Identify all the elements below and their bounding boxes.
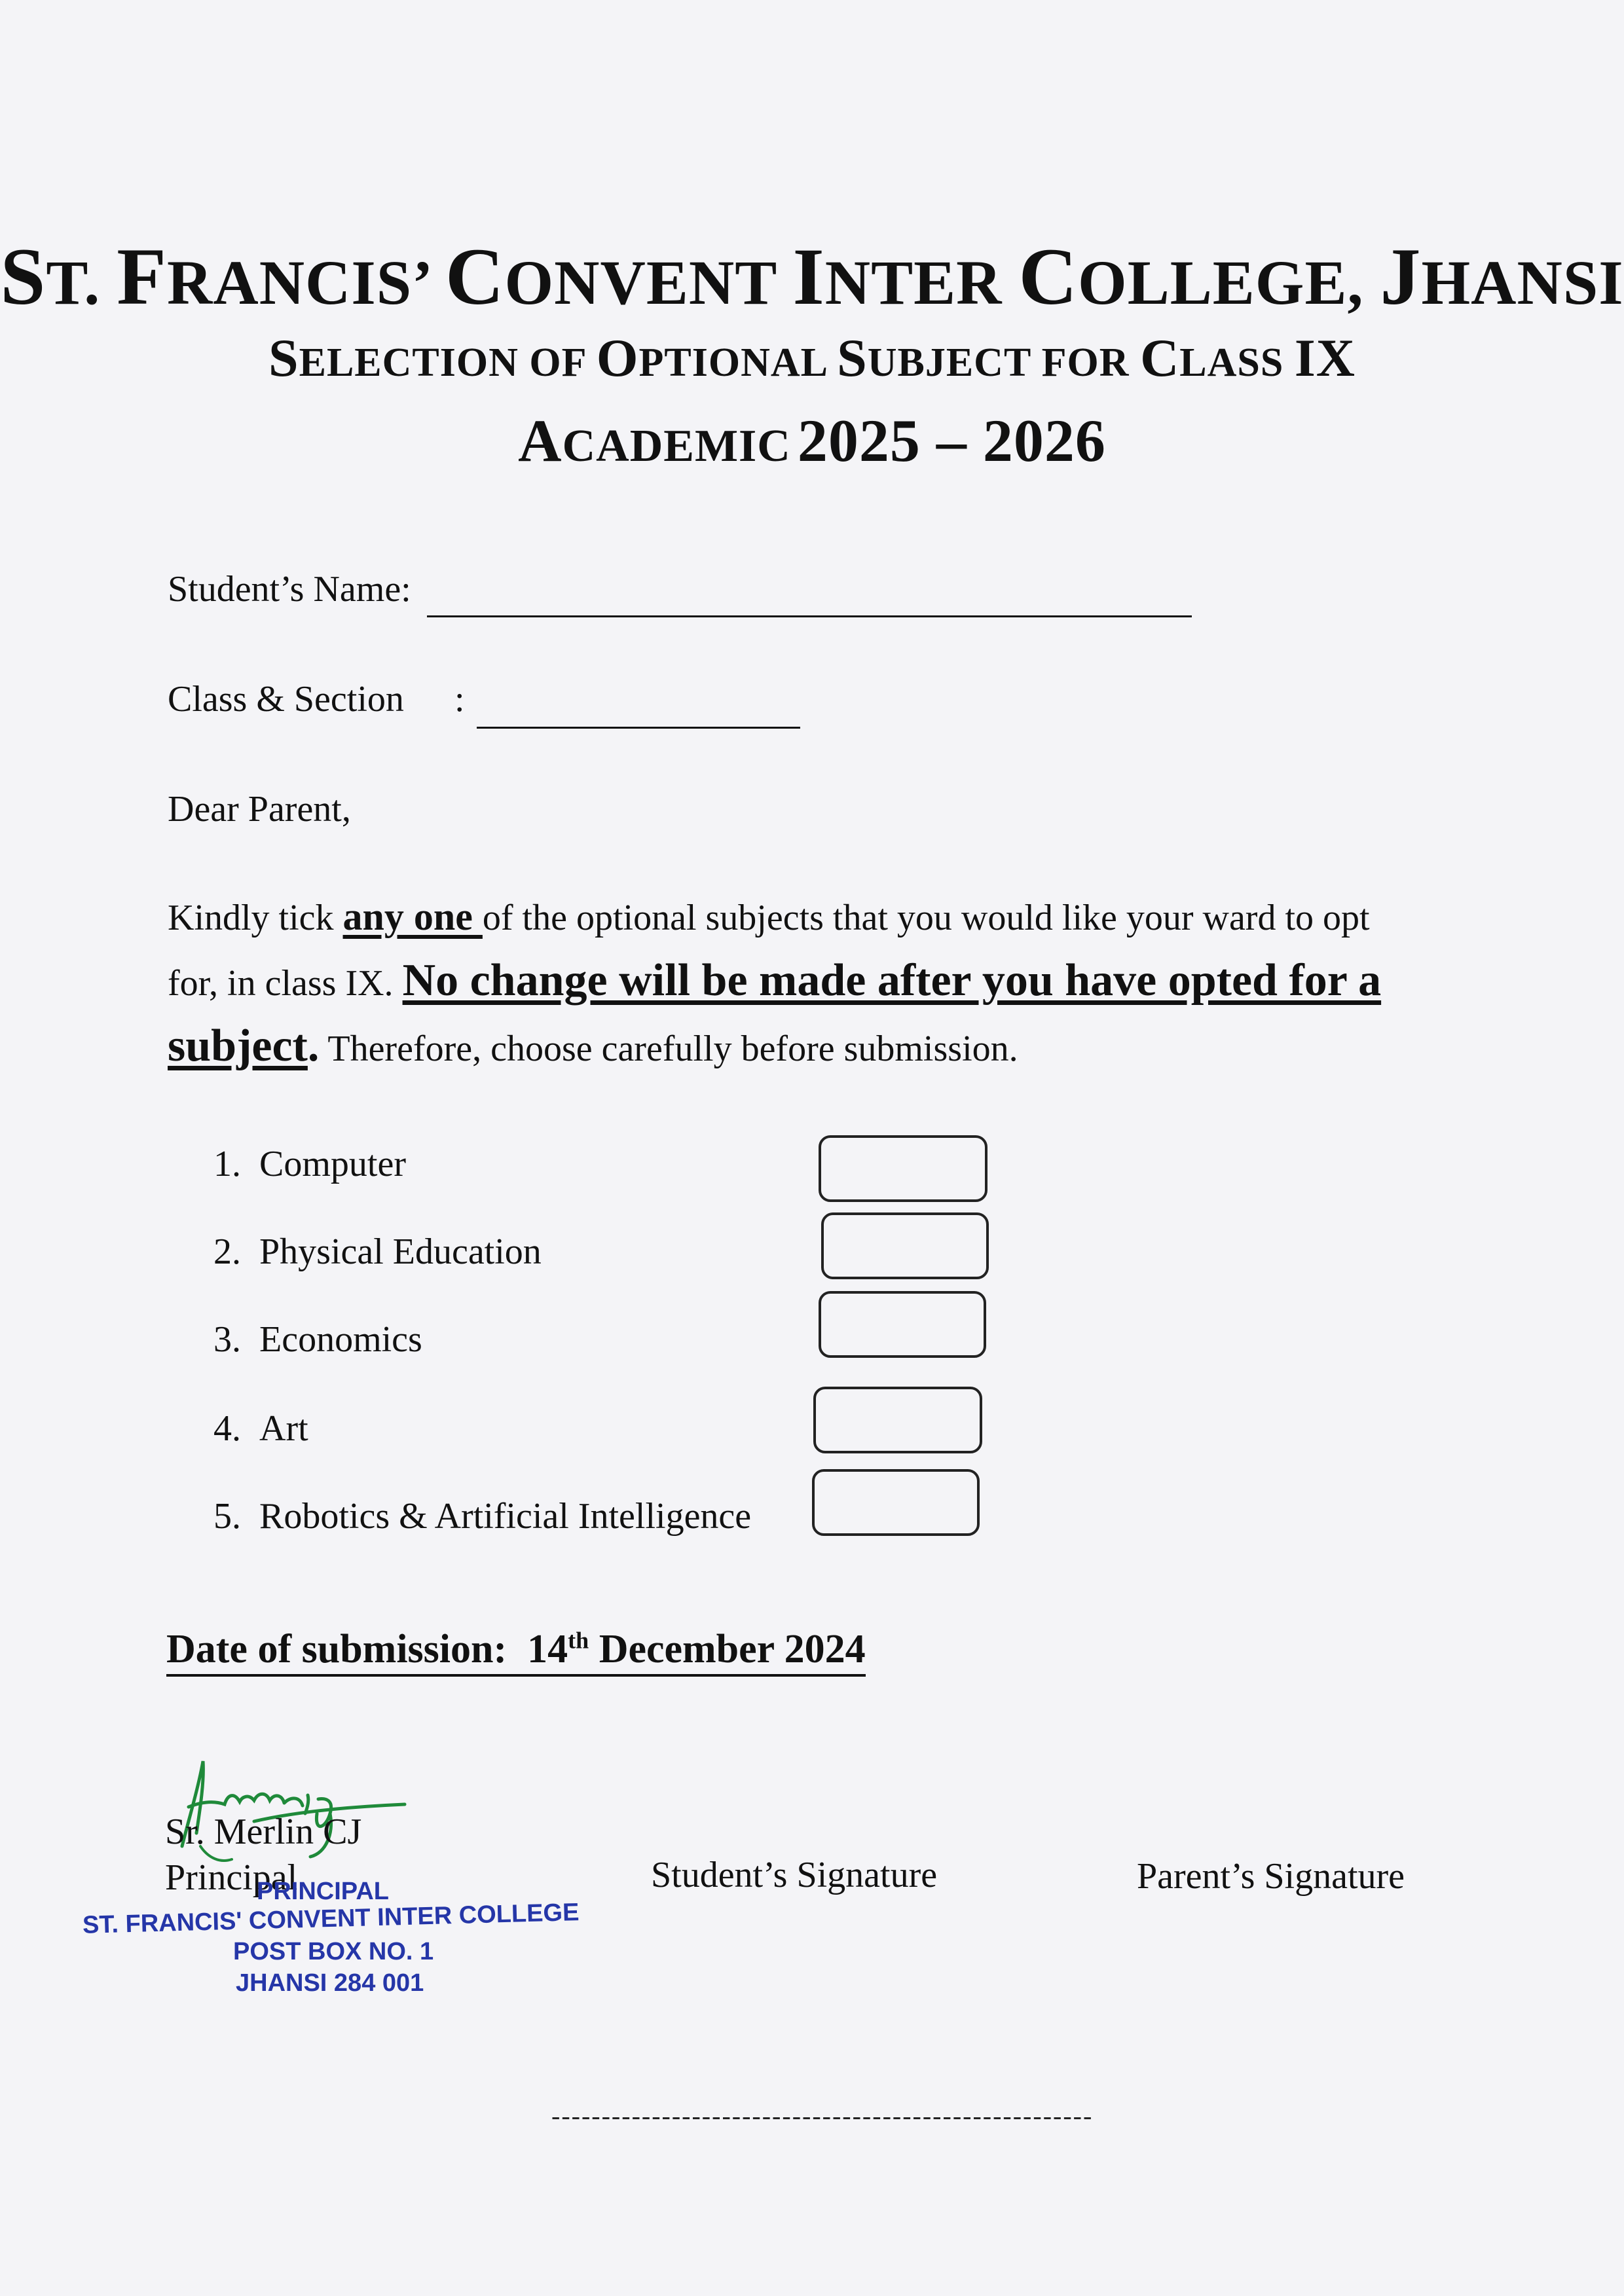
academic-year: ACADEMIC 2025 – 2026 — [518, 407, 1106, 474]
class-section-colon: : — [454, 679, 465, 720]
stamp-line-city: JHANSI 284 001 — [236, 1969, 424, 1997]
student-signature-label: Student’s Signature — [651, 1855, 938, 1895]
student-name-label: Student’s Name: — [168, 569, 411, 610]
parent-signature-label: Parent’s Signature — [1137, 1856, 1405, 1897]
option-computer: 1. Computer — [213, 1144, 406, 1184]
class-section-field[interactable] — [477, 687, 800, 729]
checkbox-physical-education[interactable] — [821, 1212, 989, 1279]
checkbox-art[interactable] — [813, 1387, 982, 1453]
option-economics: 3. Economics — [213, 1319, 422, 1360]
stamp-line-college: ST. FRANCIS' CONVENT INTER COLLEGE — [82, 1899, 580, 1939]
student-name-field[interactable] — [427, 576, 1192, 617]
checkbox-robotics-ai[interactable] — [812, 1469, 980, 1536]
checkbox-computer[interactable] — [819, 1135, 987, 1202]
submission-date: Date of submission: 14th December 2024 — [166, 1626, 866, 1677]
no-change-warning: No change will be made after you have opted for a subject — [168, 955, 1382, 1071]
principal-name: Sr. Merlin CJ — [165, 1812, 362, 1852]
principal-title: Principal — [165, 1857, 298, 1898]
salutation: Dear Parent, — [168, 789, 351, 829]
form-subtitle: SELECTION OF OPTIONAL SUBJECT FOR CLASS IX — [268, 328, 1356, 388]
school-name: ST. FRANCIS’ CONVENT INTER COLLEGE, JHANSI — [0, 232, 1624, 321]
option-robotics-ai: 5. Robotics & Artificial Intelligence — [213, 1496, 752, 1537]
any-one-emphasis: any one — [342, 895, 483, 938]
stamp-line-principal: PRINCIPAL — [257, 1878, 389, 1905]
class-section-label: Class & Section — [168, 679, 404, 720]
option-art: 4. Art — [213, 1408, 308, 1449]
option-physical-education: 2. Physical Education — [213, 1231, 542, 1272]
footer-dashed-line: ------------------------------------------------------ — [551, 2101, 1094, 2130]
checkbox-economics[interactable] — [819, 1291, 986, 1358]
instructions-paragraph: Kindly tick any one of the optional subjects that you would like your ward to opt for, in class IX. No change will be made after you have opted for a subject. Therefore, choose carefully before submission. — [168, 895, 1382, 1071]
stamp-line-postbox: POST BOX NO. 1 — [233, 1938, 434, 1965]
